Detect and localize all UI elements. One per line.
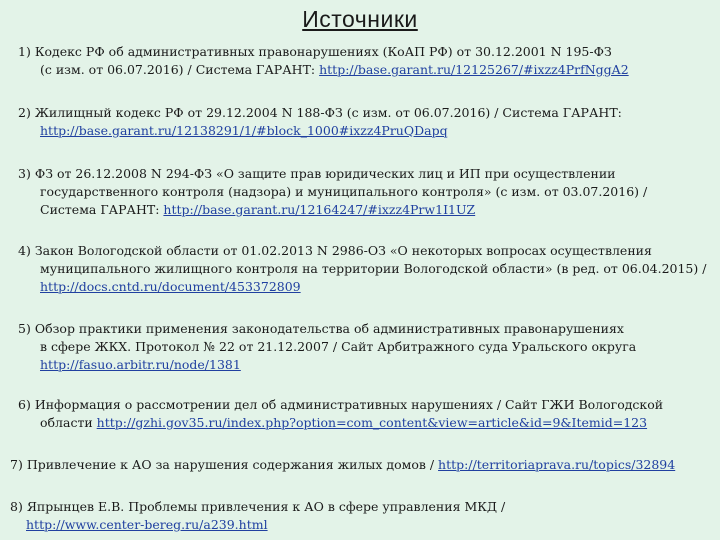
source-number: 5)	[18, 321, 31, 336]
source-number: 6)	[18, 397, 31, 412]
source-item-7	[10, 456, 675, 474]
source-item-8	[10, 498, 505, 534]
source-text: Обзор практики применения законодательства об административных правонарушениях	[34, 321, 624, 336]
source-text: (с изм. от 06.07.2016) / Система ГАРАНТ:	[40, 62, 320, 77]
source-item-2	[18, 104, 622, 140]
source-text: Кодекс РФ об административных правонарушениях (КоАП РФ) от 30.12.2001 N 195-ФЗ	[34, 44, 612, 59]
source-number: 1)	[18, 44, 31, 59]
source-link[interactable]: http://base.garant.ru/12138291/1/#block_1000#ixzz4PruQDapq	[40, 123, 448, 138]
source-text: Информация о рассмотрении дел об административных нарушениях / Сайт ГЖИ Вологодской	[34, 397, 664, 412]
source-item-1	[18, 43, 629, 79]
source-text: ФЗ от 26.12.2008 N 294-ФЗ «О защите прав юридических лиц и ИП при осуществлении	[34, 166, 616, 181]
source-text: Япрынцев Е.В. Проблемы привлечения к АО в сфере управления МКД /	[26, 499, 506, 514]
source-item-4	[18, 242, 706, 296]
source-item-3	[18, 165, 647, 219]
source-number: 4)	[18, 243, 31, 258]
source-number: 2)	[18, 105, 31, 120]
source-number: 3)	[18, 166, 31, 181]
source-text: Система ГАРАНТ:	[40, 202, 164, 217]
source-text: области	[40, 415, 97, 430]
source-item-5	[18, 320, 636, 374]
source-link[interactable]: http://gzhi.gov35.ru/index.php?option=com_content&view=article&id=9&Itemid=123	[96, 415, 648, 430]
page-title: Источники	[302, 6, 418, 32]
source-text: государственного контроля (надзора) и муниципального контроля» (с изм. от 03.07.2016) /	[40, 184, 648, 199]
source-link[interactable]: http://base.garant.ru/12125267/#ixzz4PrfNggA2	[319, 62, 629, 77]
source-text: Привлечение к АО за нарушения содержания жилых домов /	[26, 457, 439, 472]
source-link[interactable]: http://docs.cntd.ru/document/453372809	[40, 279, 301, 294]
source-link[interactable]: http://fasuo.arbitr.ru/node/1381	[40, 357, 241, 372]
source-text: в сфере ЖКХ. Протокол № 22 от 21.12.2007 / Сайт Арбитражного суда Уральского округа	[40, 339, 637, 354]
source-link[interactable]: http://base.garant.ru/12164247/#ixzz4Prw1I1UZ	[163, 202, 476, 217]
source-number: 7)	[10, 457, 23, 472]
source-text: Жилищный кодекс РФ от 29.12.2004 N 188-ФЗ (с изм. от 06.07.2016) / Система ГАРАНТ:	[34, 105, 622, 120]
source-link[interactable]: http://territoriaprava.ru/topics/32894	[438, 457, 676, 472]
source-text: муниципального жилищного контроля на территории Вологодской области» (в ред. от 06.04.2015) /	[40, 261, 707, 276]
source-number: 8)	[10, 499, 23, 514]
source-link[interactable]: http://www.center-bereg.ru/a239.html	[26, 517, 268, 532]
source-text: Закон Вологодской области от 01.02.2013 N 2986-ОЗ «О некоторых вопросах осуществления	[34, 243, 652, 258]
source-item-6	[18, 396, 663, 432]
